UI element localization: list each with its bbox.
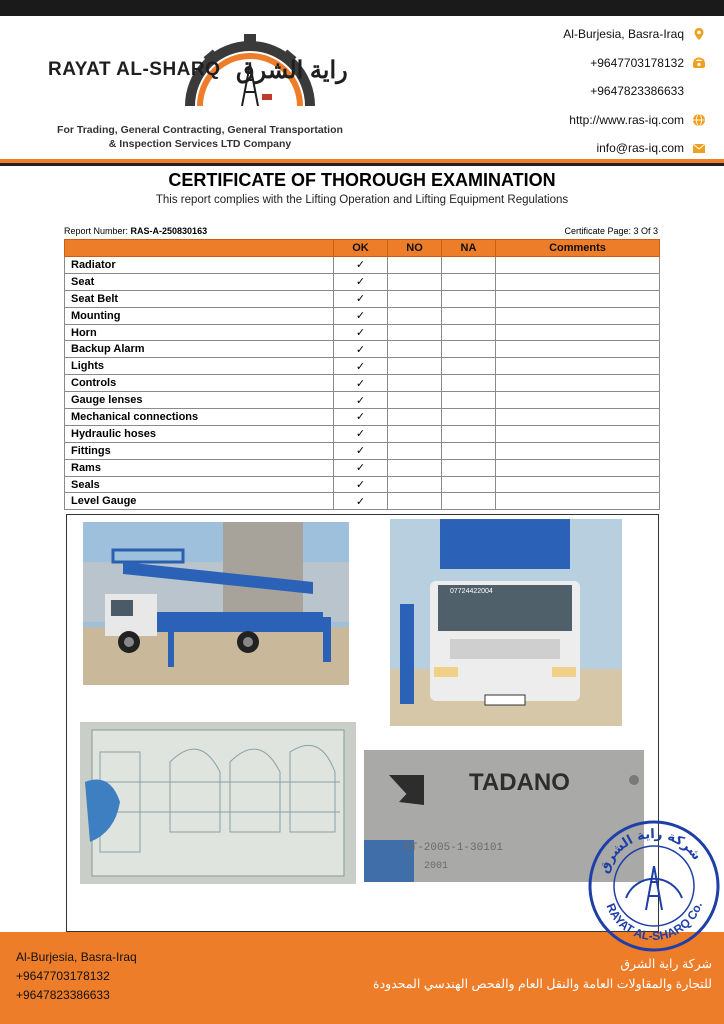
comments-cell: [496, 290, 660, 307]
report-number-label: Report Number:: [64, 226, 131, 236]
comments-cell: [496, 341, 660, 358]
ok-check-mark: ✓: [334, 425, 388, 442]
ok-check-mark: ✓: [334, 257, 388, 274]
globe-icon: [692, 113, 706, 127]
footer-address: Al-Burjesia, Basra-Iraq: [16, 950, 137, 964]
table-row: [65, 290, 660, 307]
no-cell: [388, 476, 442, 493]
table-row: [65, 493, 660, 510]
footer-phone-2: +9647823386633: [16, 988, 110, 1002]
tagline-line-2: & Inspection Services LTD Company: [108, 138, 292, 150]
table-row: [65, 358, 660, 375]
comments-cell: [496, 409, 660, 426]
ok-check-mark: ✓: [334, 341, 388, 358]
logo-text-ar: راية الشرق: [236, 57, 348, 84]
no-cell: [388, 442, 442, 459]
contact-email-text: info@ras-iq.com: [596, 141, 684, 156]
comments-cell: [496, 307, 660, 324]
table-row: [65, 341, 660, 358]
checklist-item-label: Rams: [65, 459, 334, 476]
checklist-item-label: Hydraulic hoses: [65, 425, 334, 442]
ok-check-mark: ✓: [334, 476, 388, 493]
truck-side-photo: [83, 522, 349, 685]
table-row: [65, 425, 660, 442]
no-cell: [388, 493, 442, 510]
ok-check-mark: ✓: [334, 392, 388, 409]
no-cell: [388, 358, 442, 375]
no-cell: [388, 307, 442, 324]
load-chart-photo: [80, 722, 356, 884]
table-row: [65, 409, 660, 426]
table-row: [65, 392, 660, 409]
contact-phone-1: [506, 49, 706, 78]
comments-cell: [496, 493, 660, 510]
report-number-value: RAS-A-250830163: [130, 226, 208, 236]
na-cell: [442, 257, 496, 274]
checklist-item-label: Seat: [65, 273, 334, 290]
header-rule-dark: [0, 163, 724, 166]
inspection-checklist-table: [64, 239, 660, 510]
comments-cell: [496, 358, 660, 375]
company-stamp: [586, 818, 722, 954]
na-cell: [442, 392, 496, 409]
document-title: CERTIFICATE OF THOROUGH EXAMINATION: [168, 170, 556, 190]
na-cell: [442, 324, 496, 341]
comments-cell: [496, 476, 660, 493]
top-bar: [0, 0, 724, 16]
comments-cell: [496, 375, 660, 392]
plate-brand-text: TADANO: [469, 769, 570, 796]
table-row: [65, 476, 660, 493]
column-header-no: NO: [388, 240, 442, 257]
phone-icon: [692, 56, 706, 70]
no-cell: [388, 257, 442, 274]
na-cell: [442, 341, 496, 358]
mobile-icon: [692, 84, 706, 98]
stamp-text-ar: شركة راية الشرق: [596, 826, 704, 876]
stamp-derrick-icon: [626, 866, 682, 910]
ok-check-mark: ✓: [334, 493, 388, 510]
comments-cell: [496, 257, 660, 274]
contact-phone-2: [506, 77, 706, 106]
truck-front-photo: [390, 519, 622, 726]
table-row: [65, 257, 660, 274]
na-cell: [442, 358, 496, 375]
ok-check-mark: ✓: [334, 307, 388, 324]
table-row: [65, 324, 660, 341]
footer-contact: [16, 948, 137, 1005]
checklist-item-label: Horn: [65, 324, 334, 341]
table-row: [65, 442, 660, 459]
logo-text-en: RAYAT AL-SHARQ: [48, 59, 221, 80]
mail-icon: [692, 141, 706, 155]
ok-check-mark: ✓: [334, 459, 388, 476]
checklist-item-label: Gauge lenses: [65, 392, 334, 409]
comments-cell: [496, 442, 660, 459]
column-header-comments: Comments: [496, 240, 660, 257]
footer-ar-line-2: للتجارة والمقاولات العامة والنقل العام والفحص الهندسي المحدودة: [373, 977, 712, 991]
windshield-number: 07724422004: [450, 588, 493, 595]
checklist-item-label: Radiator: [65, 257, 334, 274]
checklist-item-label: Mechanical connections: [65, 409, 334, 426]
ok-check-mark: ✓: [334, 358, 388, 375]
column-header-na: NA: [442, 240, 496, 257]
comments-cell: [496, 459, 660, 476]
table-row: [65, 459, 660, 476]
na-cell: [442, 307, 496, 324]
no-cell: [388, 375, 442, 392]
stamp-text-en: RAYAT AL-SHARQ Co.: [603, 900, 705, 944]
na-cell: [442, 442, 496, 459]
no-cell: [388, 409, 442, 426]
contact-block: [506, 20, 706, 163]
contact-phone-2-text: +9647823386633: [590, 84, 684, 99]
table-row: [65, 273, 660, 290]
na-cell: [442, 273, 496, 290]
contact-address: [506, 20, 706, 49]
contact-website: [506, 106, 706, 135]
comments-cell: [496, 324, 660, 341]
contact-website-text: http://www.ras-iq.com: [569, 112, 684, 127]
na-cell: [442, 459, 496, 476]
footer-phone-1: +9647703178132: [16, 969, 110, 983]
no-cell: [388, 425, 442, 442]
footer-arabic: [373, 954, 712, 994]
checklist-item-label: Mounting: [65, 307, 334, 324]
table-row: [65, 307, 660, 324]
comments-cell: [496, 392, 660, 409]
table-header-row: [65, 240, 660, 257]
company-tagline: [40, 123, 360, 151]
ok-check-mark: ✓: [334, 375, 388, 392]
checklist-item-label: Backup Alarm: [65, 341, 334, 358]
checklist-item-label: Seat Belt: [65, 290, 334, 307]
document-subtitle: This report complies with the Lifting Operation and Lifting Equipment Regulations: [155, 194, 569, 206]
column-header-item: [65, 240, 334, 257]
tagline-line-1: For Trading, General Contracting, General Transportation: [57, 124, 343, 136]
na-cell: [442, 375, 496, 392]
location-pin-icon: [692, 27, 706, 41]
na-cell: [442, 425, 496, 442]
checklist-item-label: Lights: [65, 358, 334, 375]
report-number: [64, 226, 207, 236]
company-logo: [40, 26, 360, 150]
ok-check-mark: ✓: [334, 290, 388, 307]
ok-check-mark: ✓: [334, 273, 388, 290]
ok-check-mark: ✓: [334, 324, 388, 341]
na-cell: [442, 476, 496, 493]
photo-panel: [66, 514, 659, 932]
no-cell: [388, 341, 442, 358]
na-cell: [442, 290, 496, 307]
certificate-page: Certificate Page: 3 Of 3: [564, 226, 658, 236]
comments-cell: [496, 273, 660, 290]
no-cell: [388, 273, 442, 290]
na-cell: [442, 409, 496, 426]
checklist-item-label: Level Gauge: [65, 493, 334, 510]
contact-address-text: Al-Burjesia, Basra-Iraq: [563, 27, 684, 42]
contact-phone-1-text: +9647703178132: [590, 55, 684, 70]
na-cell: [442, 493, 496, 510]
column-header-ok: OK: [334, 240, 388, 257]
no-cell: [388, 290, 442, 307]
checklist-item-label: Fittings: [65, 442, 334, 459]
table-row: [65, 375, 660, 392]
no-cell: [388, 392, 442, 409]
no-cell: [388, 459, 442, 476]
comments-cell: [496, 425, 660, 442]
checklist-item-label: Seals: [65, 476, 334, 493]
plate-serial-text: AT-2005-1-30101: [404, 842, 504, 854]
no-cell: [388, 324, 442, 341]
plate-year-text: 2001: [424, 861, 449, 872]
checklist-item-label: Controls: [65, 375, 334, 392]
ok-check-mark: ✓: [334, 409, 388, 426]
footer-ar-line-1: شركة راية الشرق: [620, 957, 712, 971]
ok-check-mark: ✓: [334, 442, 388, 459]
